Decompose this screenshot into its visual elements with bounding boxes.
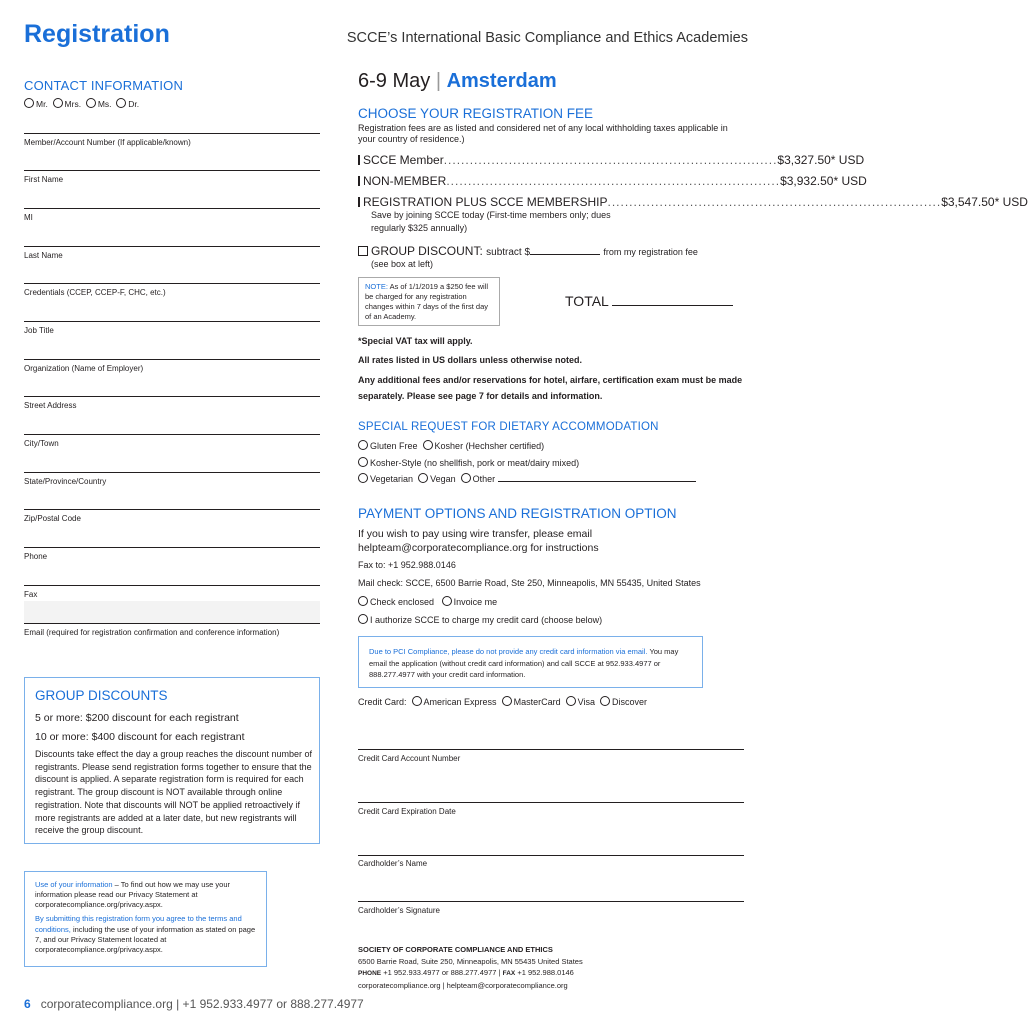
page-number: 6 [24, 997, 31, 1011]
city-label: City/Town [24, 439, 59, 448]
radio-icon[interactable] [358, 440, 368, 450]
radio-icon[interactable] [86, 98, 96, 108]
total-line[interactable] [612, 305, 733, 306]
credit-card-row [358, 696, 647, 709]
cardholder-name-label: Cardholder’s Name [358, 859, 428, 868]
dietary-vegan[interactable]: Vegan [418, 474, 456, 484]
fax-label: FAX [502, 970, 516, 977]
privacy-agree [35, 914, 256, 955]
radio-icon[interactable] [412, 696, 422, 706]
street-label: Street Address [24, 401, 77, 410]
group-tier-5: 5 or more: $200 discount for each registrant [35, 712, 239, 724]
radio-icon[interactable] [24, 98, 34, 108]
last-name-label: Last Name [24, 251, 63, 260]
pci-box [358, 636, 703, 688]
email-line [24, 623, 320, 624]
cardholder-signature-label: Cardholder’s Signature [358, 906, 440, 915]
job-title-line[interactable] [24, 321, 320, 322]
cardholder-signature-line[interactable] [358, 901, 744, 902]
first-name-line[interactable] [24, 170, 320, 171]
radio-icon[interactable] [461, 473, 471, 483]
privacy-use-text: – To find out how we may use your information please read our Privacy Statement at corporatecompliance.org/privacy.aspx. [35, 880, 230, 910]
cc-expiration-line[interactable] [358, 802, 744, 803]
first-name-label: First Name [24, 175, 64, 184]
phone-label: PHONE [358, 970, 382, 977]
checkbox-icon[interactable] [358, 197, 360, 207]
page-title: Registration [24, 20, 170, 48]
leader-dots: ............................................................................. [443, 153, 778, 167]
member-number-line[interactable] [24, 133, 320, 134]
fee-intro: Registration fees are as listed and considered net of any local withholding taxes applicable in your country of residence.) [358, 123, 728, 144]
card-mastercard[interactable]: MasterCard [502, 697, 561, 707]
group-discounts-heading: GROUP DISCOUNTS [35, 688, 168, 703]
cc-number-line[interactable] [358, 749, 744, 750]
group-discounts-body: Discounts take effect the day a group reaches the discount number of registrants. Please send registration forms together to ensure that the discount is applied. A separate registration form is required for each registrant. The group discount is NOT available through online registration. Note that discounts will NOT be applied retroactively if more registrants are added at a later date, but new registrants will receive the group discount. [35, 749, 313, 836]
fee-membership-label: REGISTRATION PLUS SCCE MEMBERSHIP [363, 195, 608, 209]
state-label: State/Province/Country [24, 477, 107, 486]
mi-line[interactable] [24, 208, 320, 209]
dietary-row-1 [358, 440, 544, 453]
credit-card-label: Credit Card: [358, 697, 407, 707]
fee-membership-amount: $3,547.50* USD [941, 195, 1028, 209]
dietary-kosher[interactable]: Kosher (Hechsher certified) [423, 441, 545, 451]
pci-rest: You may email the application (without credit card information) and call SCCE at 952.933.4977 or 888.277.4977 with your credit card information. [369, 647, 679, 679]
cc-expiration-label: Credit Card Expiration Date [358, 807, 456, 816]
fee-row-membership[interactable] [358, 195, 1028, 209]
event-date: 6-9 May | Amsterdam [358, 70, 557, 92]
card-visa[interactable]: Visa [566, 697, 595, 707]
leader-dots: ............................................................................. [607, 195, 942, 209]
salutation-mr[interactable]: Mr. [24, 99, 48, 109]
fax-label: Fax [24, 590, 38, 599]
group-discounts-box [24, 677, 320, 844]
dietary-vegetarian[interactable]: Vegetarian [358, 474, 413, 484]
fax-line[interactable] [24, 585, 320, 586]
fee-nonmember-label: NON-MEMBER [363, 174, 447, 188]
usd-note: All rates listed in US dollars unless otherwise noted. [358, 355, 583, 365]
salutation-dr[interactable]: Dr. [116, 99, 139, 109]
radio-icon[interactable] [566, 696, 576, 706]
society-address: 6500 Barrie Road, Suite 250, Minneapolis, MN 55435 United States [358, 956, 583, 966]
vat-note: *Special VAT tax will apply. [358, 336, 473, 346]
organization-line[interactable] [24, 359, 320, 360]
checkbox-icon[interactable] [358, 176, 360, 186]
payment-row-1 [358, 596, 497, 609]
member-number-label: Member/Account Number (If applicable/known) [24, 138, 191, 147]
footer [24, 997, 364, 1011]
radio-icon[interactable] [502, 696, 512, 706]
job-title-label: Job Title [24, 326, 54, 335]
privacy-agree-label: By submitting this registration form you agree to the terms and conditions, [35, 914, 242, 934]
cardholder-name-line[interactable] [358, 855, 744, 856]
group-subtract: subtract $ [486, 247, 531, 258]
dietary-heading: SPECIAL REQUEST FOR DIETARY ACCOMMODATION [358, 421, 659, 433]
society-fax: +1 952.988.0146 [517, 968, 574, 977]
fee-note-label: NOTE: [365, 282, 388, 291]
checkbox-icon[interactable] [358, 155, 360, 165]
wire-transfer-note: If you wish to pay using wire transfer, please email helpteam@corporatecompliance.org for instructions [358, 528, 599, 554]
city-line[interactable] [24, 434, 320, 435]
fee-note-box [358, 277, 500, 326]
salutation-ms[interactable]: Ms. [86, 99, 112, 109]
event-city: Amsterdam [446, 70, 557, 92]
fee-row-member[interactable] [358, 153, 865, 167]
email-input[interactable] [24, 601, 320, 623]
total-label: TOTAL [565, 293, 609, 309]
pci-note [369, 646, 692, 681]
group-tier-10: 10 or more: $400 discount for each registrant [35, 731, 245, 743]
society-block [358, 944, 583, 991]
society-web: corporatecompliance.org | helpteam@corporatecompliance.org [358, 980, 568, 990]
dietary-row-3 [358, 473, 696, 486]
dietary-gluten-free[interactable]: Gluten Free [358, 441, 418, 451]
leader-dots: ............................................................................. [446, 174, 781, 188]
fee-heading: CHOOSE YOUR REGISTRATION FEE [358, 106, 594, 121]
group-discount-row[interactable] [358, 244, 698, 258]
privacy-agree-text: including the use of your information as stated on page 7, and our Privacy Statement located at corporatecompliance.org/privacy.aspx. [35, 924, 256, 954]
membership-note: Save by joining SCCE today (First-time members only; dues regularly $325 annually) [371, 210, 611, 233]
dietary-other-line[interactable] [498, 481, 696, 482]
society-contact: PHONE +1 952.933.4977 or 888.277.4977 | FAX +1 952.988.0146 [358, 968, 574, 977]
card-amex[interactable]: American Express [412, 697, 497, 707]
dietary-other[interactable]: Other [461, 474, 496, 484]
fee-note [365, 282, 493, 322]
fax-to: Fax to: +1 952.988.0146 [358, 560, 456, 570]
radio-icon[interactable] [53, 98, 63, 108]
pci-lead: Due to PCI Compliance, please do not provide any credit card information via email. [369, 647, 648, 656]
society-phone: +1 952.933.4977 or 888.277.4977 [383, 968, 497, 977]
dietary-kosher-style[interactable]: Kosher-Style (no shellfish, pork or meat/dairy mixed) [358, 457, 579, 470]
last-name-line[interactable] [24, 246, 320, 247]
phone-line[interactable] [24, 547, 320, 548]
credentials-label: Credentials (CCEP, CCEP-F, CHC, etc.) [24, 288, 166, 297]
email-label: Email (required for registration confirmation and conference information) [24, 628, 280, 637]
card-discover[interactable]: Discover [600, 697, 647, 707]
state-line[interactable] [24, 472, 320, 473]
radio-icon[interactable] [418, 473, 428, 483]
radio-icon[interactable] [116, 98, 126, 108]
mi-label: MI [24, 213, 33, 222]
group-from: from my registration fee [603, 247, 698, 257]
fee-row-nonmember[interactable] [358, 174, 867, 188]
privacy-box [24, 871, 267, 967]
checkbox-icon[interactable] [358, 246, 368, 256]
radio-icon[interactable] [358, 614, 368, 624]
privacy-use-label: Use of your information [35, 880, 113, 889]
organization-label: Organization (Name of Employer) [24, 364, 144, 373]
radio-icon[interactable] [358, 473, 368, 483]
payment-heading: PAYMENT OPTIONS AND REGISTRATION OPTION [358, 506, 677, 521]
contact-heading: CONTACT INFORMATION [24, 78, 184, 93]
radio-icon[interactable] [423, 440, 433, 450]
page-subtitle: SCCE’s International Basic Compliance and Ethics Academies [346, 30, 748, 46]
zip-line[interactable] [24, 509, 320, 510]
privacy-use [35, 880, 256, 910]
fee-note-text: As of 1/1/2019 a $250 fee will be charged for any registration changes within 7 days of the first day of an Academy. [365, 282, 488, 321]
footer-text: corporatecompliance.org | +1 952.933.4977 or 888.277.4977 [40, 997, 364, 1011]
authorize-card-option[interactable]: I authorize SCCE to charge my credit card (choose below) [358, 614, 602, 627]
fee-member-amount: $3,327.50* USD [777, 153, 865, 167]
salutation-mrs[interactable]: Mrs. [53, 99, 82, 109]
mail-check: Mail check: SCCE, 6500 Barrie Road, Ste 250, Minneapolis, MN 55435, United States [358, 578, 701, 588]
credentials-line[interactable] [24, 283, 320, 284]
group-discount-amount-line[interactable] [530, 254, 600, 255]
fee-member-label: SCCE Member [363, 153, 444, 167]
group-see-box: (see box at left) [371, 259, 434, 269]
date-range: 6-9 May [358, 70, 431, 92]
additional-fees-note: Any additional fees and/or reservations for hotel, airfare, certification exam must be made separately. Please see page 7 for details and information. [358, 375, 743, 401]
zip-label: Zip/Postal Code [24, 514, 81, 523]
radio-icon[interactable] [442, 596, 452, 606]
society-name: SOCIETY OF CORPORATE COMPLIANCE AND ETHICS [358, 945, 553, 954]
radio-icon[interactable] [358, 457, 368, 467]
radio-icon[interactable] [358, 596, 368, 606]
radio-icon[interactable] [600, 696, 610, 706]
street-line[interactable] [24, 396, 320, 397]
phone-label: Phone [24, 552, 48, 561]
cc-number-label: Credit Card Account Number [358, 754, 461, 763]
group-discount-label: GROUP DISCOUNT: [371, 244, 483, 258]
salutation-options [24, 98, 139, 109]
check-enclosed-option[interactable]: Check enclosed [358, 597, 434, 607]
invoice-me-option[interactable]: Invoice me [442, 597, 498, 607]
fee-nonmember-amount: $3,932.50* USD [780, 174, 867, 188]
